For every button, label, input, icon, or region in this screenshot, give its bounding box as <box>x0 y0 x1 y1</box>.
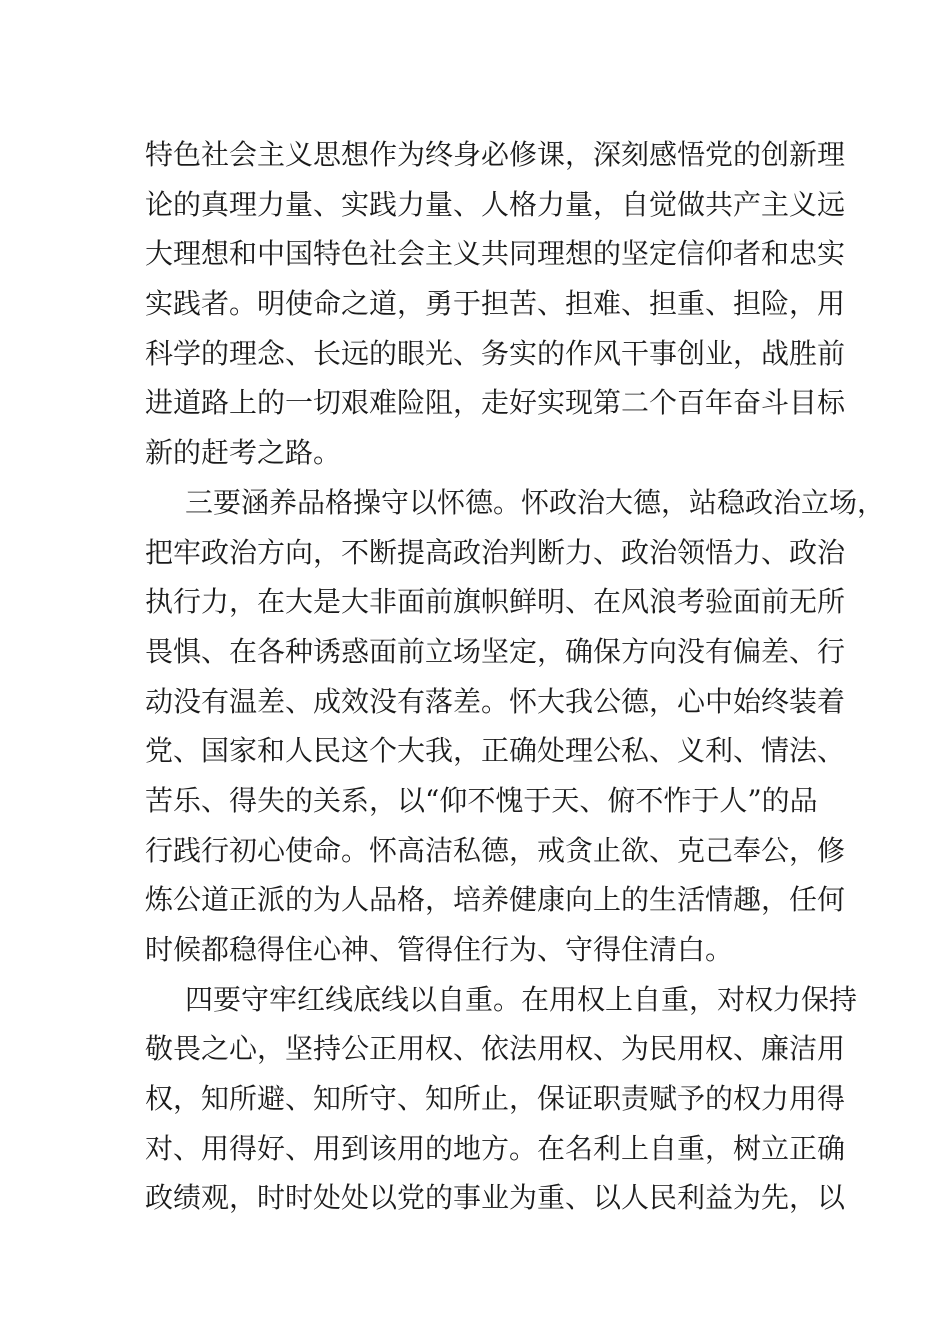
text-line: 动没有温差、成效没有落差。怀大我公德，心中始终装着 <box>145 684 846 718</box>
text-line: 行践行初心使命。怀高洁私德，戒贪止欲、克己奉公，修 <box>145 833 846 867</box>
text-line: 党、国家和人民这个大我，正确处理公私、义利、情法、 <box>145 734 846 768</box>
paragraph-3 <box>145 975 858 1223</box>
body-text <box>145 130 886 1223</box>
text-line: 进道路上的一切艰难险阻，走好实现第二个百年奋斗目标 <box>145 386 846 420</box>
text-line: 敬畏之心，坚持公正用权、依法用权、为民用权、廉洁用 <box>145 1032 846 1066</box>
text-line: 畏惧、在各种诱惑面前立场坚定，确保方向没有偏差、行 <box>145 634 846 668</box>
text-line: 权，知所避、知所守、知所止，保证职责赋予的权力用得 <box>145 1082 846 1116</box>
text-line: 三要涵养品格操守以怀德。怀政治大德，站稳政治立场， <box>185 485 886 519</box>
paragraph-1 <box>145 130 846 478</box>
text-line: 把牢政治方向，不断提高政治判断力、政治领悟力、政治 <box>145 535 846 569</box>
text-line: 科学的理念、长远的眼光、务实的作风干事创业，战胜前 <box>145 336 846 370</box>
paragraph-2 <box>145 478 886 975</box>
text-line: 新的赶考之路。 <box>145 436 342 470</box>
text-line: 特色社会主义思想作为终身必修课，深刻感悟党的创新理 <box>145 138 846 171</box>
text-line: 时候都稳得住心神、管得住行为、守得住清白。 <box>145 933 734 966</box>
text-line: 政绩观，时时处处以党的事业为重、以人民利益为先，以 <box>145 1181 846 1215</box>
text-line: 执行力，在大是大非面前旗帜鲜明、在风浪考验面前无所 <box>145 585 846 619</box>
text-line: 对、用得好、用到该用的地方。在名利上自重，树立正确 <box>145 1131 846 1165</box>
text-line: 四要守牢红线底线以自重。在用权上自重，对权力保持 <box>185 982 858 1016</box>
text-line: 苦乐、得失的关系，以“仰不愧于天、俯不怍于人”的品 <box>145 783 818 817</box>
text-line: 大理想和中国特色社会主义共同理想的坚定信仰者和忠实 <box>145 237 846 271</box>
text-line: 实践者。明使命之道，勇于担苦、担难、担重、担险，用 <box>145 287 846 321</box>
text-line: 炼公道正派的为人品格，培养健康向上的生活情趣，任何 <box>145 883 846 917</box>
text-line: 论的真理力量、实践力量、人格力量，自觉做共产主义远 <box>145 187 846 221</box>
